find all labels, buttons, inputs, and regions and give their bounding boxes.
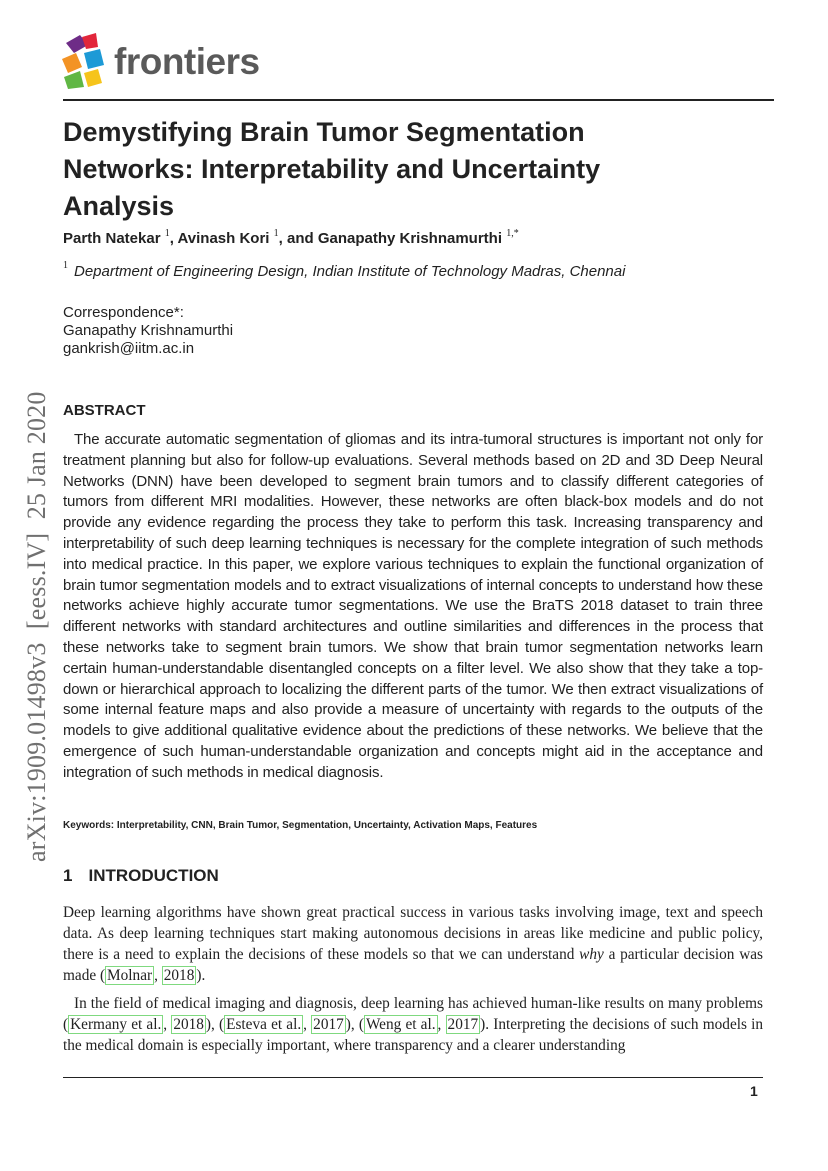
author-name: Avinash Kori: [177, 230, 270, 247]
journal-logo-text: frontiers: [114, 41, 260, 82]
intro-paragraph: In the field of medical imaging and diagnosis, deep learning has achieved human-like results on many problems ( Kermany et al. , 2018 ), ( Esteva et al. , 2017 ), ( Weng et al. , 2017 ). Interpreting the decisions of such models in the medical domain is especially important, where transparency and a clearer understanding: [63, 995, 764, 1054]
author-list: [63, 229, 519, 247]
citation-separator: ,: [154, 967, 162, 984]
section-number: 1: [63, 866, 73, 885]
author-name: Parth Natekar: [63, 230, 161, 247]
section-title: INTRODUCTION: [88, 866, 219, 885]
intro-paragraph: [63, 902, 763, 986]
affiliation-mark: 1: [63, 260, 68, 271]
paragraph-text: ).: [196, 967, 206, 984]
correspondence-name: Ganapathy Krishnamurthi: [63, 322, 234, 339]
citation-year-link[interactable]: 2018: [173, 1016, 204, 1033]
correspondence-email[interactable]: gankrish@iitm.ac.in: [63, 340, 195, 357]
journal-logo: [62, 31, 260, 89]
page-number: 1: [750, 1083, 758, 1099]
citation-link[interactable]: Esteva et al.: [226, 1016, 302, 1033]
arxiv-identifier: arXiv:1909.01498v3 [eess.IV] 25 Jan 2020: [22, 391, 51, 862]
paragraph-text: Deep learning algorithms have shown great practical success in various tasks involving image, text and speech data. As deep learning techniques start making autonomous decisions in areas like medicine and public policy, there is a need to explain the decisions of these models so that we can understand: [63, 904, 763, 963]
affiliation-text: Department of Engineering Design, Indian Institute of Technology Madras, Chennai: [74, 263, 626, 280]
citation-link[interactable]: Molnar: [107, 967, 153, 984]
citation-year-link[interactable]: 2018: [163, 967, 195, 984]
correspondence-block: [63, 304, 233, 358]
frontiers-logo-icon: [62, 31, 112, 89]
paragraph-text: a particular decision was made (: [63, 946, 763, 984]
author-name: Ganapathy Krishnamurthi: [317, 230, 503, 247]
citation-year-link[interactable]: 2017: [313, 1016, 344, 1033]
header-divider: [63, 99, 774, 101]
citation-link[interactable]: Weng et al.: [365, 1016, 436, 1033]
emphasis-text: why: [579, 946, 604, 963]
author-affiliation-mark: 1: [273, 228, 279, 239]
author-separator: ,: [169, 230, 178, 247]
abstract-heading: ABSTRACT: [63, 402, 146, 419]
author-affiliation-mark: 1: [164, 228, 170, 239]
footer-divider: [63, 1077, 763, 1078]
author-separator: , and: [278, 230, 318, 247]
paragraph-text: ). Interpreting the decisions of such models in the medical domain is especially important, where transparency and a clearer understanding: [63, 1016, 764, 1054]
abstract-text: The accurate automatic segmentation of gliomas and its intra-tumoral structures is important not only for treatment planning but also for follow-up evaluations. Several methods based on 2D and 3D Deep Neural Networks (DNN) have been developed to segment brain tumors and to classify different categories of tumors from different MRI modalities. However, these networks are often black-box models and do not provide any evidence regarding the process they take to perform this task. Increasing transparency and interpretability of such deep learning techniques is necessary for the complete integration of such methods into medical practice. In this paper, we explore various techniques to explain the functional organization of brain tumor segmentation models and to extract visualizations of internal concepts to understand how these networks achieve highly accurate tumor segmentations. We use the BraTS 2018 dataset to train three different networks with standard architectures and outline similarities and differences in the process that these networks take to segment brain tumors. We show that brain tumor segmentation networks learn certain human-understandable disentangled concepts on a filter level. We also show that they take a top-down or hierarchical approach to localizing the different parts of the tumor. We then extract visualizations of some internal feature maps and also provide a measure of uncertainty with regards to the outputs of the models to give additional qualitative evidence about the predictions of these networks. We believe that the emergence of such human-understandable organization and concepts might aid in the acceptance and integration of such methods in medical diagnosis.: [63, 431, 763, 781]
citation-year-link[interactable]: 2017: [447, 1016, 479, 1033]
correspondence-label: Correspondence*:: [63, 304, 184, 321]
paragraph-text: In the field of medical imaging and diagnosis, deep learning has achieved human-like results on many problems (: [63, 995, 763, 1033]
affiliation: [63, 257, 683, 282]
section-heading-introduction: [63, 866, 219, 886]
keywords: Keywords: Interpretability, CNN, Brain Tumor, Segmentation, Uncertainty, Activation Maps, Features: [63, 820, 538, 831]
author-affiliation-mark: 1,*: [506, 228, 519, 239]
paper-title: Demystifying Brain Tumor Segmentation Networks: Interpretability and Uncertainty Analysis: [63, 117, 601, 221]
citation-link[interactable]: Kermany et al.: [70, 1016, 162, 1033]
